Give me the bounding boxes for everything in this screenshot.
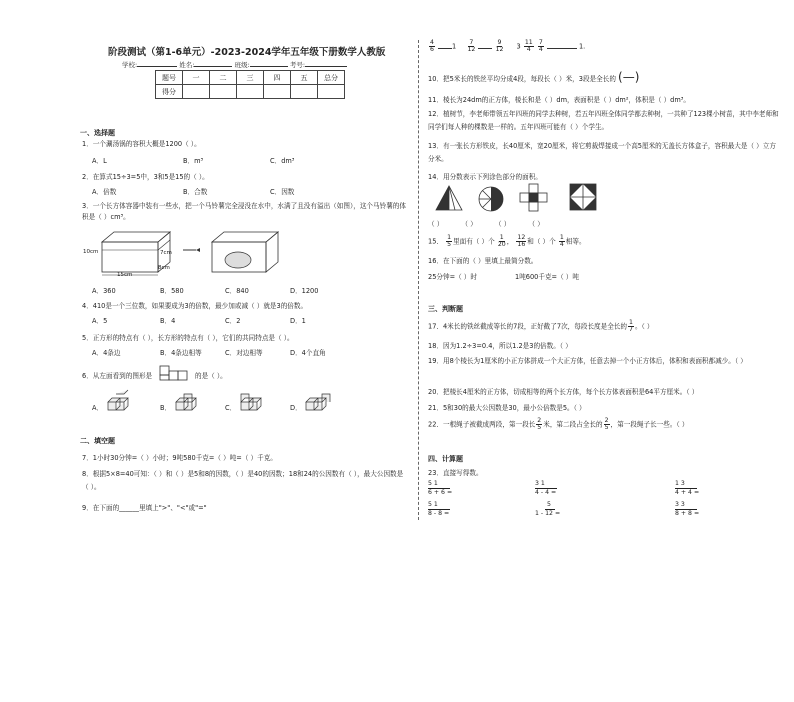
box-front [102,242,158,272]
fraction: $\frac{11}{4}$ [524,39,533,54]
q5-option-d[interactable]: D．4个直角 [290,349,326,357]
q16-a: 25分钟=（ ）时 [428,273,477,281]
q4-option-d[interactable]: D．1 [290,317,306,325]
fraction: $\frac{1}{4}$ [559,234,564,249]
fraction: $\frac{1}{7}$ [629,319,633,334]
section-choice-title: 一、选择题 [80,129,115,137]
q3-width-label: 8cm [158,265,170,271]
q1-option-c[interactable]: C．dm³ [270,157,295,165]
q6-text-end: 的是（ ）。 [195,372,227,380]
q14-text: 14．用分数表示下列涂色部分的面积。 [428,173,542,181]
compare-blank[interactable] [478,48,492,49]
compare-value: 1 [578,42,584,51]
q8-text: 8．根据5×8=40可知：（ ）和（ ）是5和8的因数，（ ）是40的因数；18和24的公因数有（ ），最大公因数是（ ）。 [82,470,404,491]
q15-part1: 里面有（ ）个 [453,237,495,246]
q16-text: 16．在下面的（ ）里填上最简分数。 [428,257,538,265]
cube-figure-a-icon [106,392,138,414]
cube-figure-d-icon [304,392,336,414]
column-divider [418,40,419,520]
q3-option-a[interactable]: A．360 [92,287,116,295]
fraction: $\frac{4}{6}$ [430,39,434,54]
table-cell: 二 [210,71,237,85]
fraction: $\frac{2}{5}$ [604,417,609,432]
table-cell: 一 [183,71,210,85]
q3-water-label: 7cm [160,250,172,256]
q6-side-view-figure [160,366,196,380]
q17-end: 。（ ） [634,322,654,331]
table-cell: 四 [264,71,291,85]
school-field[interactable] [137,66,177,67]
answer-blank[interactable]: （ ） [428,220,444,228]
table-cell: 总分 [318,71,345,85]
box2-side [266,232,278,272]
q5-option-c[interactable]: C．对边相等 [225,349,263,357]
q2-option-b[interactable]: B．合数 [183,188,208,196]
calc-denominators: 6 + 6 = [428,489,453,497]
q2-text: 2．在算式15÷3=5中，3和5是15的（ ）。 [82,173,209,181]
name-field[interactable] [194,66,232,67]
calc-denominators: 4 - 4 = [535,489,557,497]
q5-text: 5．正方形的特点有（ ），长方形的特点有（ ），它们的共同特点是（ ）。 [82,334,294,342]
q23-text: 23．直接写得数。 [428,469,483,477]
calc-item-6 [675,502,699,517]
answer-blank[interactable]: （ ） [528,220,544,228]
answer-blank[interactable]: （ ） [461,220,477,228]
section-judge-title: 三、判断题 [428,305,463,313]
q10-label: 10．把5米长的铁丝平均分成4段，每段长（ ）米，3段是全长的 [428,75,616,83]
q5-option-a[interactable]: A．4条边 [92,349,121,357]
fraction: $\frac{7}{12}$ [467,39,476,54]
calc-numerators: 1 3 [675,480,685,487]
calc-denominators: 8 + 8 = [675,510,700,518]
q2-option-c[interactable]: C．因数 [270,188,295,196]
score-cell[interactable] [237,85,264,99]
q22-part3: ，第一段绳子长一些。（ ） [610,420,689,429]
q4-option-c[interactable]: C．2 [225,317,241,325]
q1-option-a[interactable]: A．L [92,157,107,165]
q15-text [428,235,586,248]
q4-option-a[interactable]: A．5 [92,317,108,325]
q21-text: 21．5和30的最大公因数是30，最小公倍数是5。（ ） [428,404,586,412]
q3-option-b[interactable]: B．580 [160,287,184,295]
table-cell: 得分 [156,85,183,99]
arrow-icon [196,248,200,252]
q1-option-b[interactable]: B．m³ [183,157,204,165]
score-header-row [156,71,345,85]
fraction: $\frac{1}{20}$ [497,234,506,249]
compare-blank[interactable] [547,48,577,49]
q6-option-a[interactable]: A． [92,404,104,412]
calc-numerators: 3 3 [675,501,685,508]
q22-part1: 22．一根绳子被截成两段，第一段长 [428,420,536,429]
class-label: 班级: [234,61,250,69]
section-calc-title: 四、计算题 [428,455,463,463]
water-line-side [158,240,170,250]
q17-label: 17．4米长的铁丝截成等长的7段，正好截了7次，每段长度是全长的 [428,322,628,331]
q16-b: 1吨600千克=（ ）吨 [515,273,579,281]
q12-text: 12．植树节，李老师带领五年四班的同学去种树，若五年四班全体同学都去种树，一共种了123棵小树苗，其中李老师和同学们每人种的棵数是一样的。五年四班可能有（ ）个学生。 [428,110,779,131]
q7-text: 7．1小时30分钟=（ ）小时；9吨580千克=（ ）吨=（ ）千克。 [82,454,277,462]
id-label: 考号: [289,61,306,69]
calc-numerators: 3 1 [535,480,545,487]
q2-option-a[interactable]: A．倍数 [92,188,117,196]
calc-numerators: 5 1 [428,501,438,508]
compare-blank[interactable] [438,48,452,49]
q6-option-b[interactable]: B． [160,404,172,412]
score-cell[interactable] [183,85,210,99]
calc-denominators: 1 - 12 = [535,510,561,518]
fraction: $\frac{2}{5}$ [537,417,542,432]
calc-item-4 [428,502,450,517]
cross-shaded-icon [520,184,548,212]
answer-blank[interactable]: （ ） [495,220,511,228]
calc-denominators: 4 + 4 = [675,489,700,497]
q13-text: 13．有一张长方形铁皮，长40厘米，宽20厘米，将它剪裁焊接成一个高5厘米的无盖长方体盒子，容积最大是（ ）立方分米。 [428,142,776,163]
score-table [155,70,345,99]
score-cell[interactable] [264,85,291,99]
q15-part3: 和（ ）个 [527,237,556,246]
q6-option-d[interactable]: D． [290,404,302,412]
q5-option-b[interactable]: B．4条边相等 [160,349,202,357]
q11-text: 11．棱长为24dm的正方体，棱长和是（ ）dm，表面积是（ ）dm²，体积是（ ）dm³。 [428,96,691,104]
circle-shaded-icon [478,186,504,212]
q1-text: 1．一个涮汤锅的容积大概是1200（ ）。 [82,140,201,148]
score-cell[interactable] [291,85,318,99]
q3-length-label: 15cm [117,272,133,278]
q6-option-c[interactable]: C． [225,404,237,412]
triangle-shaded-icon [436,186,462,210]
student-info-line [122,60,347,69]
fraction: $\frac{7}{4}$ [538,39,543,54]
section-fill-title: 二、填空题 [80,437,115,445]
q22-text [428,418,688,431]
q20-text: 20．把棱长4厘米的正方体，切成相等的两个长方体，每个长方体表面积是64平方厘米。（ ） [428,388,699,396]
page-title: 阶段测试（第1-6单元）-2023-2024学年五年级下册数学人教版 [108,47,386,58]
score-cell[interactable] [318,85,345,99]
cube-figure-b-icon [174,392,206,414]
q6-text: 6．从左面看到的图形是 [82,372,153,380]
fraction-blank[interactable]: (—) [618,70,640,84]
q15-part2: ， [506,237,514,246]
score-cell[interactable] [210,85,237,99]
calc-item-5 [535,502,560,517]
q14-answer-row [428,218,544,228]
q15-label: 15． [428,237,443,246]
q10-text [428,70,639,84]
q22-part2: 米，第二段占全长的 [543,420,603,429]
name-label: 姓名: [179,61,195,69]
q17-text [428,320,654,333]
score-value-row [156,85,345,99]
calc-numerators: 5 [547,501,551,508]
q4-option-b[interactable]: B．4 [160,317,176,325]
q15-part4: 相等。 [565,237,586,246]
q9-text: 9．在下面的______里填上">"、"<"或"=" [82,504,207,512]
fraction: $\frac{9}{12}$ [495,39,504,54]
id-field[interactable] [305,66,347,67]
q9-comparison-row: $\frac{4}{6}$ 1 $\frac{7}{12}$ $\frac{9}{12}$ 3 $\frac{11}{4}$ $\frac{7}{4}$ 1. [430,39,586,54]
calc-item-3 [675,481,699,496]
potato-icon [225,252,251,268]
q19-text: 19．用8个棱长为1厘米的小正方体拼成一个大正方体，任意去掉一个小正方体后，体积和表面积都减少。（ ） [428,357,747,365]
q3-option-d[interactable]: D．1200 [290,287,319,295]
q3-text: 3．一个长方体容器中装有一些水，把一个马铃薯完全浸没在水中，水满了且没有溢出（如图），这个马铃薯的体积是（ ）cm³。 [82,202,406,221]
cube-figure-c-icon [239,392,271,414]
table-cell: 题号 [156,71,183,85]
fraction: $\frac{12}{16}$ [517,234,526,249]
q4-text: 4．410是一个三位数，如果要成为3的倍数，最少加或减（ ）就是3的倍数。 [82,302,308,310]
table-cell: 三 [237,71,264,85]
school-label: 学校: [122,61,138,69]
calc-item-2 [535,481,557,496]
fraction: $\frac{1}{5}$ [447,234,452,249]
table-cell: 五 [291,71,318,85]
q18-text: 18．因为1.2÷3=0.4，所以1.2是3的倍数。（ ） [428,342,572,350]
q3-option-c[interactable]: C．840 [225,287,249,295]
calc-denominators: 8 - 8 = [428,510,450,518]
calc-item-1 [428,481,452,496]
square-shaded-icon [570,184,596,210]
class-field[interactable] [250,66,288,67]
q3-height-label: 10cm [83,249,99,255]
calc-numerators: 5 1 [428,480,438,487]
